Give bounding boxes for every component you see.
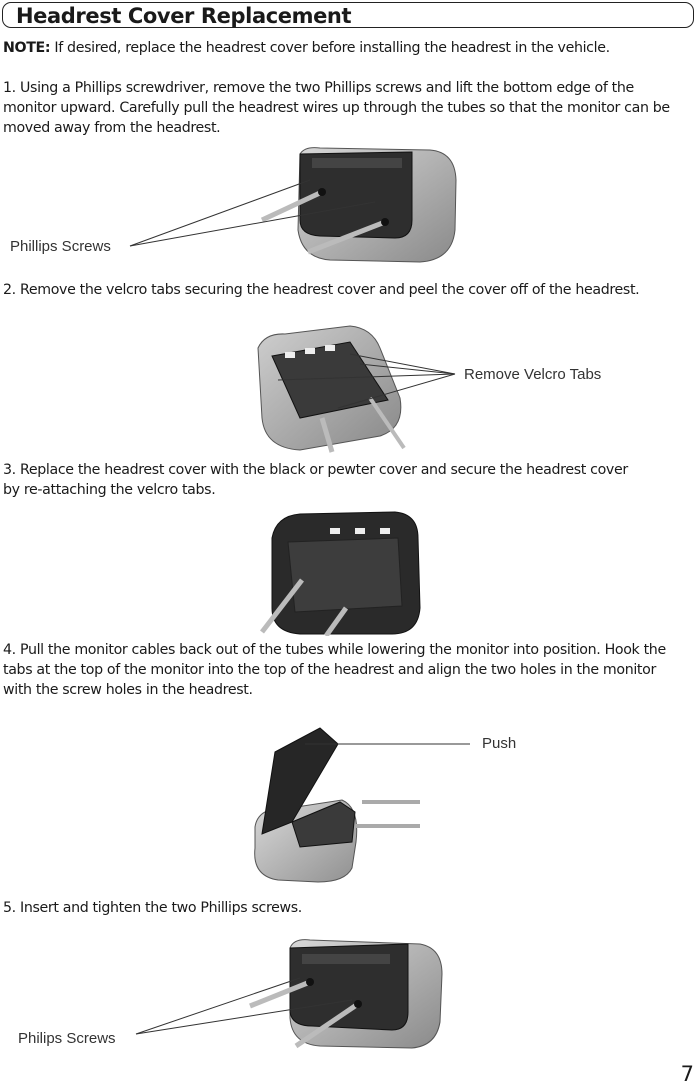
- callout-philips-screws: Philips Screws: [18, 1030, 116, 1047]
- velcro-tab-2: [305, 348, 315, 354]
- step-1-line-2: monitor upward. Carefully pull the headrest wires up through the tubes so that the monitor can be: [3, 100, 670, 116]
- step-4-line-1: 4. Pull the monitor cables back out of the tubes while lowering the monitor into position. Hook the: [3, 642, 666, 658]
- monitor-vents: [302, 954, 390, 964]
- step-3-line-2: by re-attaching the velcro tabs.: [3, 482, 216, 498]
- step-4-text: [3, 640, 695, 700]
- callout-push: Push: [482, 735, 517, 752]
- velcro-tab-2: [355, 528, 365, 534]
- velcro-tab-3: [325, 345, 335, 351]
- step-3-line-1: 3. Replace the headrest cover with the black or pewter cover and secure the headrest cover: [3, 462, 628, 478]
- callout-remove-velcro-tabs: Remove Velcro Tabs: [464, 366, 602, 383]
- step-3-text: [3, 460, 695, 500]
- step-5-text: [3, 898, 695, 918]
- step-5-line-1: 5. Insert and tighten the two Phillips screws.: [3, 900, 302, 916]
- figure-remove-velcro: [0, 318, 698, 458]
- figure-replace-cover: [0, 508, 698, 636]
- page-title: Headrest Cover Replacement: [16, 4, 352, 28]
- screw-left: [306, 978, 314, 986]
- step-1-text: [3, 78, 695, 138]
- velcro-tab-1: [285, 352, 295, 358]
- callout-phillips-screws: Phillips Screws: [10, 238, 111, 255]
- callout-line-a: [136, 978, 300, 1034]
- step-4-line-3: with the screw holes in the headrest.: [3, 682, 253, 698]
- figure-lower-monitor: [0, 722, 698, 884]
- velcro-tab-1: [330, 528, 340, 534]
- velcro-tab-3: [380, 528, 390, 534]
- screw-hole-left: [318, 188, 326, 196]
- note-text: If desired, replace the headrest cover before installing the headrest in the vehicle.: [50, 40, 610, 56]
- title-bar: [2, 2, 694, 28]
- page-number: 7: [680, 1062, 694, 1086]
- step-2-text: [3, 280, 695, 300]
- note-paragraph: [3, 38, 695, 58]
- note-label: NOTE:: [3, 40, 51, 56]
- screw-hole-right: [381, 218, 389, 226]
- step-1-line-1: 1. Using a Phillips screwdriver, remove the two Phillips screws and lift the bottom edge of the: [3, 80, 634, 96]
- screw-right: [354, 1000, 362, 1008]
- callout-line-a: [130, 180, 310, 246]
- step-2-line-1: 2. Remove the velcro tabs securing the headrest cover and peel the cover off of the headrest.: [3, 282, 640, 298]
- step-4-line-2: tabs at the top of the monitor into the top of the headrest and align the two holes in the monitor: [3, 662, 656, 678]
- step-1-line-3: moved away from the headrest.: [3, 120, 221, 136]
- cover-cavity: [288, 538, 402, 612]
- monitor-vents: [312, 158, 402, 168]
